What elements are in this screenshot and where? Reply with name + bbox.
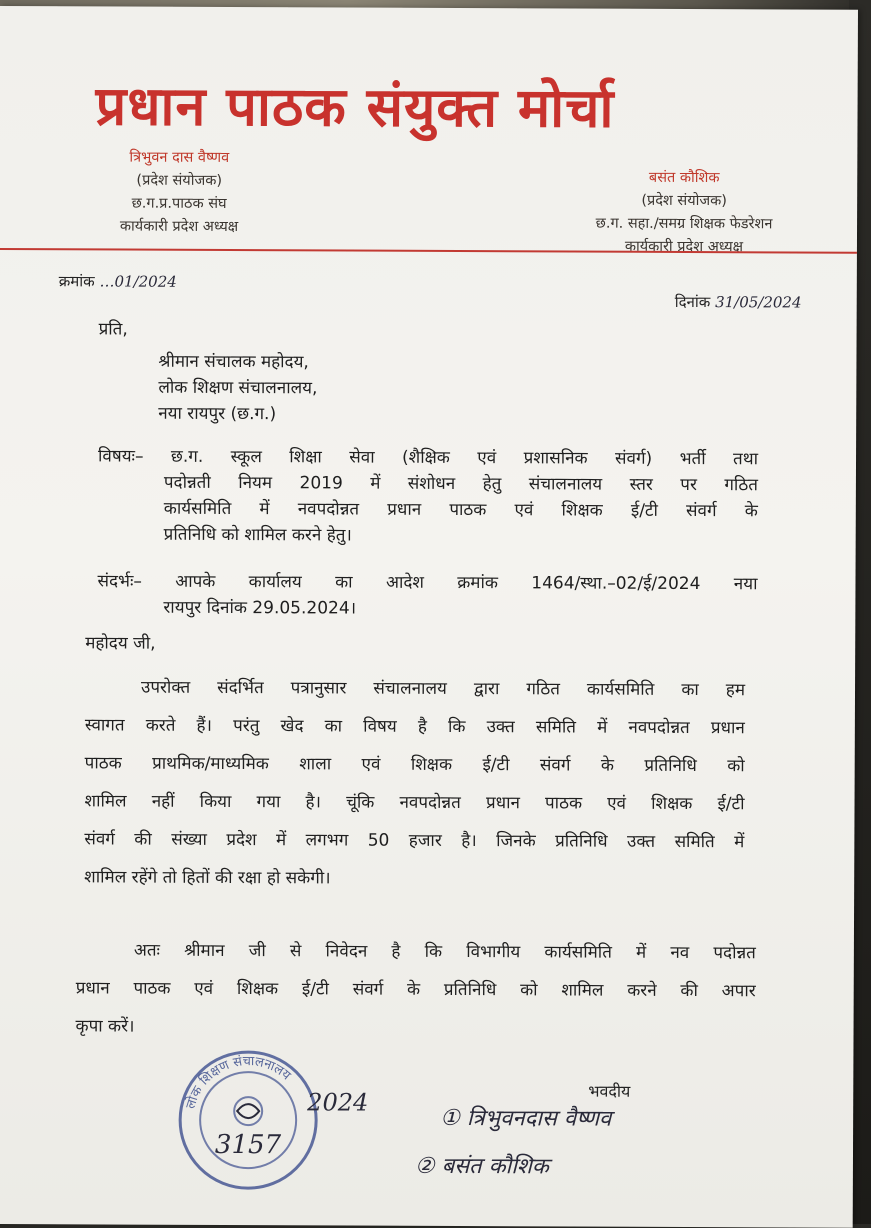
address-line: श्रीमान संचालक महोदय, (158, 351, 309, 373)
office-stamp (173, 1045, 324, 1196)
stamp-date: 2024 (307, 1088, 369, 1117)
signature-1: ① त्रिभुवनदास वैष्णव (440, 1105, 612, 1132)
paragraph-1 (84, 674, 745, 907)
paragraph-line: स्वागत करते हैं। परंतु खेद का विषय है कि उक्त समिति में नवपदोन्नत प्रधान (84, 715, 745, 739)
signature-2: ② बसंत कौशिक (414, 1153, 549, 1180)
recipient-label: प्रति, (98, 319, 128, 340)
reference-number-label: क्रमांक (58, 272, 95, 291)
subject-label: विषयः– (97, 446, 144, 467)
paragraph-line: उपरोक्त संदर्भित पत्रानुसार संचालनालय द्वारा गठित कार्यसमिति का हम (140, 677, 746, 701)
stamp-text: लोक शिक्षण संचालनालय (183, 1054, 294, 1111)
paragraph-line: अतः श्रीमान जी से निवेदन है कि विभागीय कार्यसमिति में नव पदोन्नत (133, 940, 756, 964)
letter-sheet (0, 6, 858, 1228)
recipient-address (158, 349, 317, 428)
paragraph-line: संवर्ग की संख्या प्रदेश में लगभग 50 हजार है। जिनके प्रतिनिधि उक्त समिति में (84, 829, 745, 853)
closing-text: भवदीय (588, 1081, 631, 1101)
subject-block (98, 443, 758, 550)
right-sender-block (539, 166, 829, 259)
paragraph-line: शामिल नहीं किया गया है। चूंकि नवपदोन्नत प्रधान पाठक एवं शिक्षक ई/टी (84, 791, 745, 815)
left-sender-name: त्रिभुवन दास वैष्णव (129, 149, 230, 167)
right-sender-role: (प्रदेश संयोजक) (641, 192, 727, 210)
salutation: महोदय जी, (85, 633, 156, 654)
paragraph-line: कृपा करें। (75, 1016, 135, 1037)
subject-line: प्रतिनिधि को शामिल करने हेतु। (163, 524, 352, 546)
date-label: दिनांक (674, 292, 711, 312)
right-sender-org: छ.ग. सहा./समग्र शिक्षक फेडरेशन (595, 215, 773, 233)
right-sender-name: बसंत कौशिक (648, 169, 720, 187)
address-line: लोक शिक्षण संचालनालय, (158, 377, 318, 399)
reference-number-row (59, 271, 177, 292)
subject-line-1 (98, 443, 758, 469)
reference-number-value: …01/2024 (99, 272, 177, 291)
subject-text: छ.ग. स्कूल शिक्षा सेवा (शैक्षिक एवं प्रशासनिक संवर्ग) भर्ती तथा (170, 446, 759, 470)
reference-label: संदर्भः– (97, 571, 142, 592)
address-line: नया रायपुर (छ.ग.) (158, 403, 277, 425)
right-sender-position: कार्यकारी प्रदेश अध्यक्ष (624, 238, 744, 256)
left-sender-org: छ.ग.प्र.पाठक संघ (131, 195, 227, 212)
stamp-number: 3157 (214, 1129, 282, 1161)
letterhead-title: प्रधान पाठक संयुक्त मोर्चा (95, 74, 615, 140)
reference-text: आपके कार्यालय का आदेश क्रमांक 1464/स्था.–02/ई/2024 नया (175, 571, 758, 595)
paragraph-2 (76, 937, 756, 1040)
left-sender-block (69, 146, 289, 239)
paragraph-line: प्रधान पाठक एवं शिक्षक ई/टी संवर्ग के प्रतिनिधि को शामिल करने की अपार (75, 978, 756, 1002)
reference-line: रायपुर दिनांक 29.05.2024। (163, 597, 357, 619)
reference-line-1 (97, 568, 757, 594)
left-sender-position: कार्यकारी प्रदेश अध्यक्ष (119, 218, 239, 236)
reference-block (97, 568, 757, 623)
paragraph-line: पाठक प्राथमिक/माध्यमिक शाला एवं शिक्षक ई/टी संवर्ग के प्रतिनिधि को (84, 753, 745, 777)
paragraph-line: शामिल रहेंगे तो हितों की रक्षा हो सकेगी। (84, 867, 331, 889)
stamp-emblem-icon (234, 1097, 262, 1125)
left-sender-role: (प्रदेश संयोजक) (136, 172, 223, 189)
subject-line: पदोन्नती नियम 2019 में संशोधन हेतु संचालनालय स्तर पर गठित (163, 472, 758, 496)
date-value: 31/05/2024 (715, 293, 802, 312)
date-row (675, 292, 802, 313)
subject-line: कार्यसमिति में नवपदोन्नत प्रधान पाठक एवं शिक्षक ई/टी संवर्ग के (163, 498, 758, 522)
